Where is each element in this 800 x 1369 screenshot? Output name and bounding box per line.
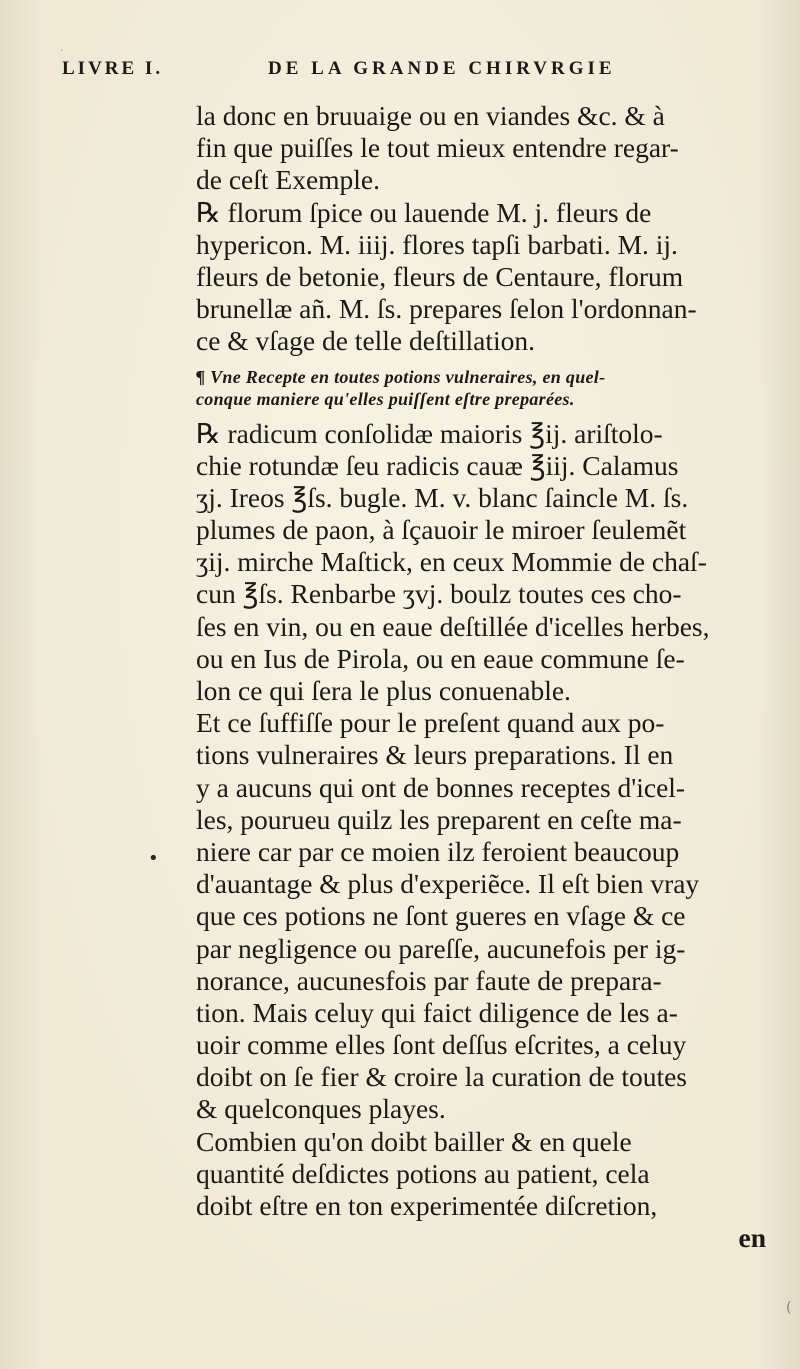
- text-line: ſes en vin, ou en eaue deſtillée d'icelles herbes,: [196, 610, 710, 642]
- text-line: ce & vſage de telle deſtillation.: [196, 325, 536, 357]
- text-line: de ceſt Exemple.: [196, 164, 381, 196]
- running-head: [62, 58, 742, 92]
- running-head-title: DE LA GRANDE CHIRVRGIE: [268, 58, 616, 79]
- text-line: d'auantage & plus d'experiẽce. Il eſt bien vray: [196, 868, 700, 900]
- text-line: doibt eſtre en ton experimentée diſcretion,: [196, 1190, 658, 1221]
- text-line: chie rotundæ ſeu radicis cauæ ℥iij. Calamus: [196, 449, 679, 481]
- text-line: doibt on ſe fier & croire la curation de toutes: [196, 1061, 688, 1093]
- margin-dot: (: [786, 1300, 792, 1316]
- text-line: uoir comme elles ſont deſſus eſcrites, a celuy: [196, 1029, 687, 1061]
- text-line: la donc en bruuaige ou en viandes &c. & à: [196, 100, 665, 131]
- text-line: fleurs de betonie, fleurs de Centaure, florum: [196, 260, 684, 292]
- text-line: tions vulneraires & leurs preparations. Il en: [196, 739, 674, 771]
- text-line: hypericon. M. iiij. flores tapſi barbati. M. ij.: [196, 228, 678, 260]
- recipe-heading-line: ¶ Vne Recepte en toutes potions vulneraires, en quel-: [196, 366, 606, 387]
- text-line: cun ℥ſs. Renbarbe ʒvj. boulz toutes ces cho-: [196, 578, 682, 610]
- paragraph-gap: [196, 410, 766, 418]
- text-line: par negligence ou pareſſe, aucunefois per ig-: [196, 932, 686, 964]
- text-line: ou en Ius de Pirola, ou en eaue commune ſe-: [196, 642, 685, 674]
- text-line: Et ce ſuffiſſe pour le preſent quand aux po-: [196, 707, 665, 739]
- text-line: brunellæ añ. M. ſs. prepares ſelon l'ordonnan-: [196, 293, 697, 325]
- text-line: ʒj. Ireos ℥ſs. bugle. M. v. blanc ſaincle M. ſs.: [196, 481, 689, 513]
- text-line: lon ce qui ſera le plus conuenable.: [196, 675, 571, 706]
- text-line: ℞ radicum conſolidæ maioris ℥ij. ariſtolo-: [196, 417, 663, 449]
- text-line: Combien qu'on doibt bailler & en quele: [196, 1125, 632, 1157]
- margin-dot: •: [148, 848, 159, 869]
- text-line: que ces potions ne ſont gueres en vſage & ce: [196, 900, 686, 932]
- text-line: niere car par ce moien ilz feroient beaucoup: [196, 835, 680, 867]
- text-line: y a aucuns qui ont de bonnes receptes d'icel-: [196, 771, 686, 803]
- recipe-heading-line: conque maniere qu'elles puiſſent eſtre preparées.: [196, 388, 575, 409]
- text-line: ℞ florum ſpice ou lauende M. j. fleurs de: [196, 196, 652, 228]
- text-line: plumes de paon, à ſçauoir le miroer ſeulemẽt: [196, 514, 687, 546]
- text-line: ʒij. mirche Maſtick, en ceux Mommie de chaſ-: [196, 546, 707, 578]
- text-line: tion. Mais celuy qui faict diligence de les a-: [196, 996, 678, 1028]
- text-line: & quelconques playes.: [196, 1093, 446, 1125]
- catchword: en: [738, 1222, 766, 1254]
- text-line: les, pourueu quilz les preparent en ceſte ma-: [196, 803, 682, 835]
- text-line: norance, aucunesfois par faute de prepara-: [196, 964, 662, 996]
- body-text: [196, 100, 766, 1254]
- text-line: quantité deſdictes potions au patient, cela: [196, 1157, 650, 1189]
- margin-dot: ·: [60, 46, 64, 57]
- running-head-book-number: LIVRE I.: [62, 58, 164, 79]
- text-line: fin que puiſſes le tout mieux entendre regar-: [196, 132, 679, 164]
- paragraph-gap: [196, 358, 766, 366]
